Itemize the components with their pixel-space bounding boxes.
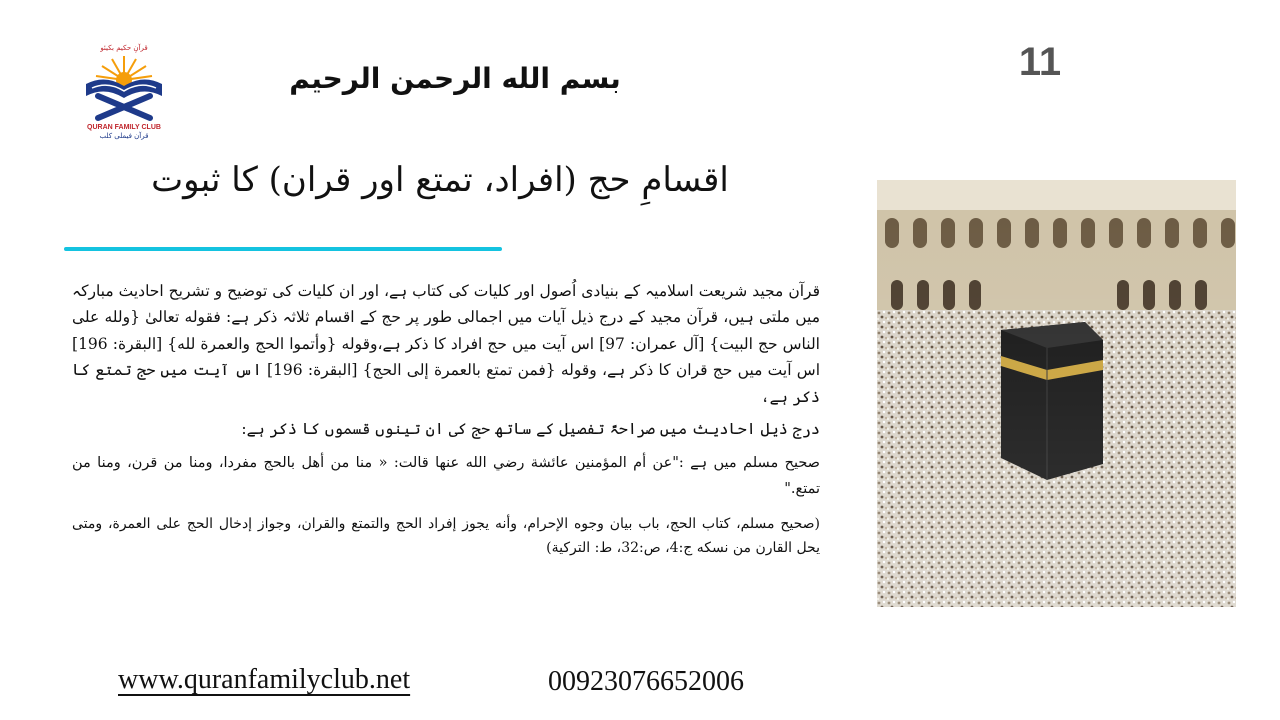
body-text [72, 278, 820, 560]
reference-citation: (صحيح مسلم، كتاب الحج، باب بيان وجوه الإحرام، وأنه يجوز إفراد الحج والتمتع والقران، وجواز إدخال الحج على العمرة، ومتى يحل القارن من نسكه ج:4، ص:32، ط: التركية) [72, 516, 820, 557]
sahih-muslim-quote: صحیح مسلم میں ہے :"عن أم المؤمنين عائشة رضي الله عنها قالت: « منا من أهل بالحج مفردا، ومنا من قرن، ومنا من تمتع." [72, 455, 820, 498]
hadith-intro-paragraph: درج ذیل احادیث میں صراحۃً تفصیل کے ساتھ حج کی ان تینوں قسموں کا ذکر ہے: [241, 420, 820, 439]
kaaba-photo [877, 180, 1236, 607]
website-link[interactable]: www.quranfamilyclub.net [118, 664, 411, 695]
title-underline-divider [64, 247, 502, 251]
phone-number: 00923076652006 [548, 666, 744, 697]
slide-title: اقسامِ حج (افراد، تمتع اور قران) کا ثبوت [151, 160, 729, 200]
logo-top-text: قرآنِ حکیم بکیئو [100, 44, 148, 52]
logo-graphic [78, 40, 170, 140]
bismillah-heading: بسم الله الرحمن الرحيم [289, 62, 621, 95]
intro-paragraph: قرآن مجید شریعت اسلامیہ کے بنیادی اُصول اور کلیات کی کتاب ہے، اور ان کلیات کی توضیح و تشریح احادیث مبارکہ میں ملتی ہیں، قرآن مجید کے درج ذیل آیات میں اجمالی طور پر حج کے اقسام ثلاثہ ذکر ہے: فقوله تعالیٰ {ولله على الناس حج البيت} [آل عمران: 97] اس آیت میں حج افراد کا ذکر ہے،وقوله {وأتموا الحج والعمرة لله} [البقرة: 196] اس آیت میں حج قران کا ذکر ہے، وقوله {فمن تمتع بالعمرة إلى الحج} [البقرة: 196] اس آیت میں حج تمتع کا ذکر ہے، [72, 282, 820, 406]
logo-name-en: QURAN FAMILY CLUB [87, 124, 161, 131]
page-number: 11 [1018, 40, 1062, 84]
logo-name-ur: قرآن فیملی کلب [99, 132, 149, 140]
quran-family-club-logo [78, 40, 170, 140]
